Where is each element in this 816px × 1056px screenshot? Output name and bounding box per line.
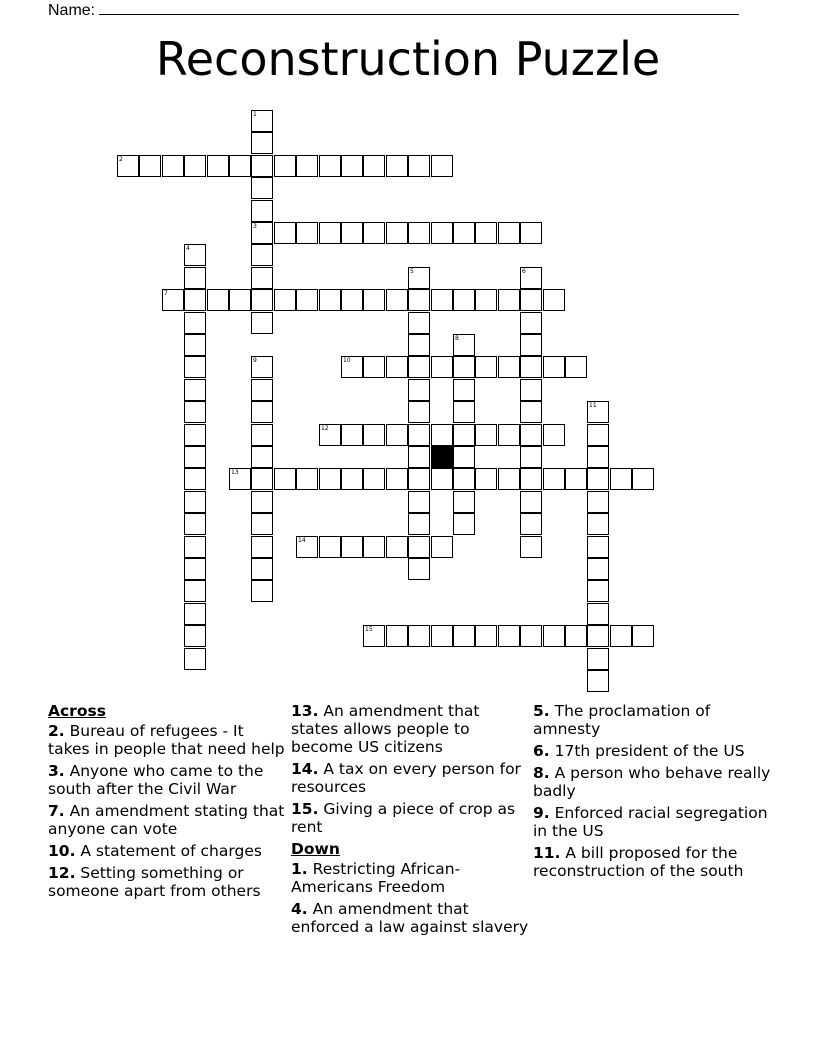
grid-cell[interactable]	[475, 222, 497, 244]
grid-cell[interactable]	[184, 468, 206, 490]
grid-cell[interactable]	[453, 334, 475, 356]
grid-cell[interactable]	[587, 468, 609, 490]
grid-cell[interactable]	[408, 446, 430, 468]
grid-cell[interactable]	[184, 648, 206, 670]
grid-cell[interactable]	[363, 222, 385, 244]
grid-cell[interactable]	[363, 155, 385, 177]
grid-cell[interactable]	[184, 625, 206, 647]
grid-cell[interactable]	[453, 625, 475, 647]
grid-cell[interactable]	[453, 491, 475, 513]
grid-cell[interactable]	[386, 468, 408, 490]
grid-cell[interactable]	[408, 155, 430, 177]
grid-cell[interactable]	[251, 289, 273, 311]
grid-cell[interactable]	[520, 312, 542, 334]
grid-cell[interactable]	[565, 468, 587, 490]
grid-cell[interactable]	[520, 267, 542, 289]
grid-cell[interactable]	[184, 267, 206, 289]
grid-cell[interactable]	[386, 356, 408, 378]
clue-number: 1.	[291, 860, 308, 878]
clue-text: A person who behave really badly	[533, 764, 771, 800]
clue-text: An amendment that states allows people to become US citizens	[291, 702, 480, 756]
grid-cell[interactable]	[520, 379, 542, 401]
clue-number: 5.	[533, 702, 550, 720]
clue-text: A statement of charges	[80, 842, 262, 860]
grid-cell[interactable]	[184, 491, 206, 513]
clue-text: Giving a piece of crop as rent	[291, 800, 516, 836]
grid-cell[interactable]	[251, 155, 273, 177]
grid-cell[interactable]	[363, 289, 385, 311]
clue-across-13	[291, 702, 531, 756]
grid-cell[interactable]	[520, 446, 542, 468]
grid-cell[interactable]	[319, 536, 341, 558]
clue-number: 8.	[533, 764, 550, 782]
grid-cell[interactable]	[341, 468, 363, 490]
grid-cell[interactable]	[274, 468, 296, 490]
grid-cell[interactable]	[274, 155, 296, 177]
grid-cell[interactable]	[363, 356, 385, 378]
grid-cell[interactable]	[453, 468, 475, 490]
cell-number: 10	[343, 357, 351, 364]
grid-cell[interactable]	[386, 222, 408, 244]
clue-text: A tax on every person for resources	[291, 760, 521, 796]
grid-cell[interactable]	[498, 625, 520, 647]
grid-cell[interactable]	[408, 424, 430, 446]
grid-cell[interactable]	[139, 155, 161, 177]
grid-cell[interactable]	[475, 424, 497, 446]
grid-cell[interactable]	[251, 110, 273, 132]
grid-cell[interactable]	[184, 424, 206, 446]
grid-cell[interactable]	[498, 424, 520, 446]
grid-cell[interactable]	[251, 536, 273, 558]
cell-number: 14	[298, 537, 306, 544]
grid-cell[interactable]	[408, 379, 430, 401]
grid-cell[interactable]	[520, 468, 542, 490]
grid-cell[interactable]	[363, 424, 385, 446]
grid-cell[interactable]	[251, 379, 273, 401]
grid-cell[interactable]	[229, 155, 251, 177]
grid-cell[interactable]	[520, 491, 542, 513]
grid-cell[interactable]	[587, 401, 609, 423]
grid-cell[interactable]	[184, 446, 206, 468]
clues-column-1	[48, 702, 288, 904]
clue-across-15	[291, 800, 531, 836]
grid-cell[interactable]	[341, 289, 363, 311]
grid-cell[interactable]	[184, 580, 206, 602]
grid-cell[interactable]	[184, 334, 206, 356]
cell-number: 11	[589, 402, 597, 409]
clue-number: 9.	[533, 804, 550, 822]
grid-cell[interactable]	[587, 603, 609, 625]
grid-cell[interactable]	[184, 312, 206, 334]
grid-cell[interactable]	[251, 468, 273, 490]
grid-cell[interactable]	[587, 625, 609, 647]
grid-cell[interactable]	[431, 424, 453, 446]
grid-cell[interactable]	[520, 356, 542, 378]
grid-cell[interactable]	[184, 558, 206, 580]
clue-text: Bureau of refugees - It takes in people that need help	[48, 722, 285, 758]
clue-text: An amendment stating that anyone can vote	[48, 802, 285, 838]
grid-cell[interactable]	[498, 468, 520, 490]
grid-cell[interactable]	[184, 289, 206, 311]
grid-cell[interactable]	[162, 155, 184, 177]
grid-cell[interactable]	[587, 670, 609, 692]
grid-cell[interactable]	[408, 468, 430, 490]
grid-cell[interactable]	[431, 222, 453, 244]
grid-cell[interactable]	[386, 424, 408, 446]
grid-cell[interactable]	[251, 491, 273, 513]
clues-column-2	[291, 702, 531, 940]
grid-cell[interactable]	[296, 155, 318, 177]
grid-cell[interactable]	[296, 536, 318, 558]
cell-number: 2	[119, 156, 123, 163]
cell-number: 7	[164, 290, 168, 297]
grid-cell[interactable]	[229, 468, 251, 490]
cell-number: 13	[231, 469, 239, 476]
page-title: Reconstruction Puzzle	[155, 32, 661, 86]
grid-cell[interactable]	[498, 289, 520, 311]
grid-cell[interactable]	[587, 536, 609, 558]
grid-cell[interactable]	[408, 558, 430, 580]
grid-cell[interactable]	[251, 356, 273, 378]
grid-cell[interactable]	[543, 625, 565, 647]
clue-text: Enforced racial segregation in the US	[533, 804, 768, 840]
across-heading: Across	[48, 702, 106, 720]
grid-cell[interactable]	[274, 289, 296, 311]
clue-down-5	[533, 702, 773, 738]
grid-cell[interactable]	[296, 222, 318, 244]
cell-number: 4	[186, 245, 190, 252]
grid-cell[interactable]	[475, 356, 497, 378]
grid-cell[interactable]	[632, 468, 654, 490]
grid-cell[interactable]	[520, 222, 542, 244]
down-heading: Down	[291, 840, 340, 858]
grid-cell[interactable]	[453, 289, 475, 311]
grid-cell[interactable]	[319, 424, 341, 446]
grid-cell[interactable]	[565, 356, 587, 378]
grid-cell[interactable]	[431, 289, 453, 311]
grid-cell[interactable]	[520, 625, 542, 647]
grid-cell[interactable]	[453, 513, 475, 535]
grid-cell[interactable]	[475, 468, 497, 490]
grid-cell[interactable]	[363, 468, 385, 490]
grid-cell[interactable]	[251, 244, 273, 266]
grid-cell[interactable]	[408, 401, 430, 423]
grid-cell[interactable]	[565, 625, 587, 647]
clue-down-8	[533, 764, 773, 800]
clue-number: 4.	[291, 900, 308, 918]
grid-cell[interactable]	[296, 289, 318, 311]
clue-across-2	[48, 722, 288, 758]
grid-cell[interactable]	[408, 289, 430, 311]
grid-cell[interactable]	[408, 536, 430, 558]
clue-number: 11.	[533, 844, 561, 862]
grid-cell[interactable]	[498, 222, 520, 244]
cell-number: 15	[365, 626, 373, 633]
clue-down-1	[291, 860, 531, 896]
grid-cell[interactable]	[251, 312, 273, 334]
clues-column-3	[533, 702, 773, 884]
cell-number: 5	[410, 268, 414, 275]
clue-across-3	[48, 762, 288, 798]
grid-cell[interactable]	[184, 513, 206, 535]
grid-cell[interactable]	[184, 356, 206, 378]
grid-cell[interactable]	[251, 446, 273, 468]
grid-cell[interactable]	[520, 289, 542, 311]
clue-number: 10.	[48, 842, 76, 860]
grid-cell[interactable]	[251, 222, 273, 244]
grid-cell[interactable]	[520, 401, 542, 423]
grid-cell[interactable]	[251, 580, 273, 602]
grid-cell[interactable]	[587, 558, 609, 580]
grid-cell[interactable]	[319, 468, 341, 490]
name-label: Name:	[48, 2, 96, 19]
grid-cell[interactable]	[184, 244, 206, 266]
grid-cell[interactable]	[341, 356, 363, 378]
grid-cell[interactable]	[319, 222, 341, 244]
grid-cell[interactable]	[453, 424, 475, 446]
clue-text: The proclamation of amnesty	[533, 702, 711, 738]
grid-cell[interactable]	[184, 603, 206, 625]
grid-cell[interactable]	[610, 625, 632, 647]
grid-cell[interactable]	[587, 424, 609, 446]
grid-cell[interactable]	[386, 289, 408, 311]
grid-cell[interactable]	[207, 289, 229, 311]
cell-number: 3	[253, 223, 257, 230]
clue-text: An amendment that enforced a law against slavery	[291, 900, 529, 936]
clue-down-4	[291, 900, 531, 936]
clue-number: 12.	[48, 864, 76, 882]
grid-cell[interactable]	[386, 155, 408, 177]
grid-cell[interactable]	[184, 401, 206, 423]
grid-cell[interactable]	[543, 424, 565, 446]
clue-text: A bill proposed for the reconstruction of the south	[533, 844, 744, 880]
grid-cell[interactable]	[431, 356, 453, 378]
grid-cell[interactable]	[251, 132, 273, 154]
clue-number: 13.	[291, 702, 319, 720]
grid-cell[interactable]	[162, 289, 184, 311]
clue-across-7	[48, 802, 288, 838]
clue-number: 6.	[533, 742, 550, 760]
clue-down-9	[533, 804, 773, 840]
clue-number: 3.	[48, 762, 65, 780]
clue-number: 14.	[291, 760, 319, 778]
grid-cell[interactable]	[274, 222, 296, 244]
grid-cell[interactable]	[341, 222, 363, 244]
cell-number: 12	[321, 425, 329, 432]
grid-cell[interactable]	[431, 468, 453, 490]
cell-number: 8	[455, 335, 459, 342]
grid-cell[interactable]	[587, 513, 609, 535]
grid-cell[interactable]	[475, 625, 497, 647]
clue-text: Anyone who came to the south after the Civil War	[48, 762, 264, 798]
clue-text: Restricting African-Americans Freedom	[291, 860, 461, 896]
grid-cell[interactable]	[319, 289, 341, 311]
grid-cell[interactable]	[408, 267, 430, 289]
grid-cell[interactable]	[386, 625, 408, 647]
grid-cell[interactable]	[319, 155, 341, 177]
grid-cell[interactable]	[520, 424, 542, 446]
grid-cell[interactable]	[184, 379, 206, 401]
grid-cell[interactable]	[610, 468, 632, 490]
grid-cell[interactable]	[543, 468, 565, 490]
grid-cell[interactable]	[229, 289, 251, 311]
grid-cell[interactable]	[453, 222, 475, 244]
grid-cell[interactable]	[251, 558, 273, 580]
grid-cell[interactable]	[251, 267, 273, 289]
grid-cell[interactable]	[341, 536, 363, 558]
grid-cell[interactable]	[296, 468, 318, 490]
cell-number: 9	[253, 357, 257, 364]
grid-cell[interactable]	[251, 177, 273, 199]
grid-cell[interactable]	[251, 513, 273, 535]
grid-cell[interactable]	[251, 401, 273, 423]
clue-across-14	[291, 760, 531, 796]
grid-cell[interactable]	[520, 334, 542, 356]
cell-number: 1	[253, 111, 257, 118]
clue-number: 15.	[291, 800, 319, 818]
grid-cell[interactable]	[431, 625, 453, 647]
grid-cell[interactable]	[363, 625, 385, 647]
grid-cell[interactable]	[520, 513, 542, 535]
grid-cell[interactable]	[408, 491, 430, 513]
grid-cell[interactable]	[408, 513, 430, 535]
grid-cell[interactable]	[363, 536, 385, 558]
grid-cell[interactable]	[408, 334, 430, 356]
cell-number: 6	[522, 268, 526, 275]
grid-cell[interactable]	[587, 648, 609, 670]
grid-cell[interactable]	[498, 356, 520, 378]
clue-down-11	[533, 844, 773, 880]
grid-cell[interactable]	[184, 536, 206, 558]
clue-number: 7.	[48, 802, 65, 820]
clue-text: Setting something or someone apart from others	[48, 864, 261, 900]
grid-cell[interactable]	[341, 424, 363, 446]
grid-cell[interactable]	[408, 312, 430, 334]
clue-across-10	[48, 842, 288, 860]
grid-cell[interactable]	[475, 289, 497, 311]
grid-cell[interactable]	[453, 356, 475, 378]
grid-cell[interactable]	[632, 625, 654, 647]
clue-text: 17th president of the US	[554, 742, 745, 760]
grid-cell[interactable]	[587, 580, 609, 602]
clue-across-12	[48, 864, 288, 900]
grid-cell[interactable]	[251, 200, 273, 222]
grid-cell[interactable]	[431, 155, 453, 177]
grid-cell[interactable]	[251, 424, 273, 446]
grid-cell[interactable]	[184, 155, 206, 177]
black-square	[431, 446, 453, 468]
grid-cell[interactable]	[587, 491, 609, 513]
clue-number: 2.	[48, 722, 65, 740]
grid-cell[interactable]	[117, 155, 139, 177]
grid-cell[interactable]	[543, 289, 565, 311]
grid-cell[interactable]	[341, 155, 363, 177]
grid-cell[interactable]	[520, 536, 542, 558]
clue-down-6	[533, 742, 773, 760]
grid-cell[interactable]	[453, 379, 475, 401]
grid-cell[interactable]	[408, 356, 430, 378]
grid-cell[interactable]	[431, 536, 453, 558]
grid-cell[interactable]	[453, 446, 475, 468]
grid-cell[interactable]	[386, 536, 408, 558]
grid-cell[interactable]	[587, 446, 609, 468]
grid-cell[interactable]	[543, 356, 565, 378]
grid-cell[interactable]	[408, 625, 430, 647]
grid-cell[interactable]	[207, 155, 229, 177]
grid-cell[interactable]	[453, 401, 475, 423]
grid-cell[interactable]	[408, 222, 430, 244]
